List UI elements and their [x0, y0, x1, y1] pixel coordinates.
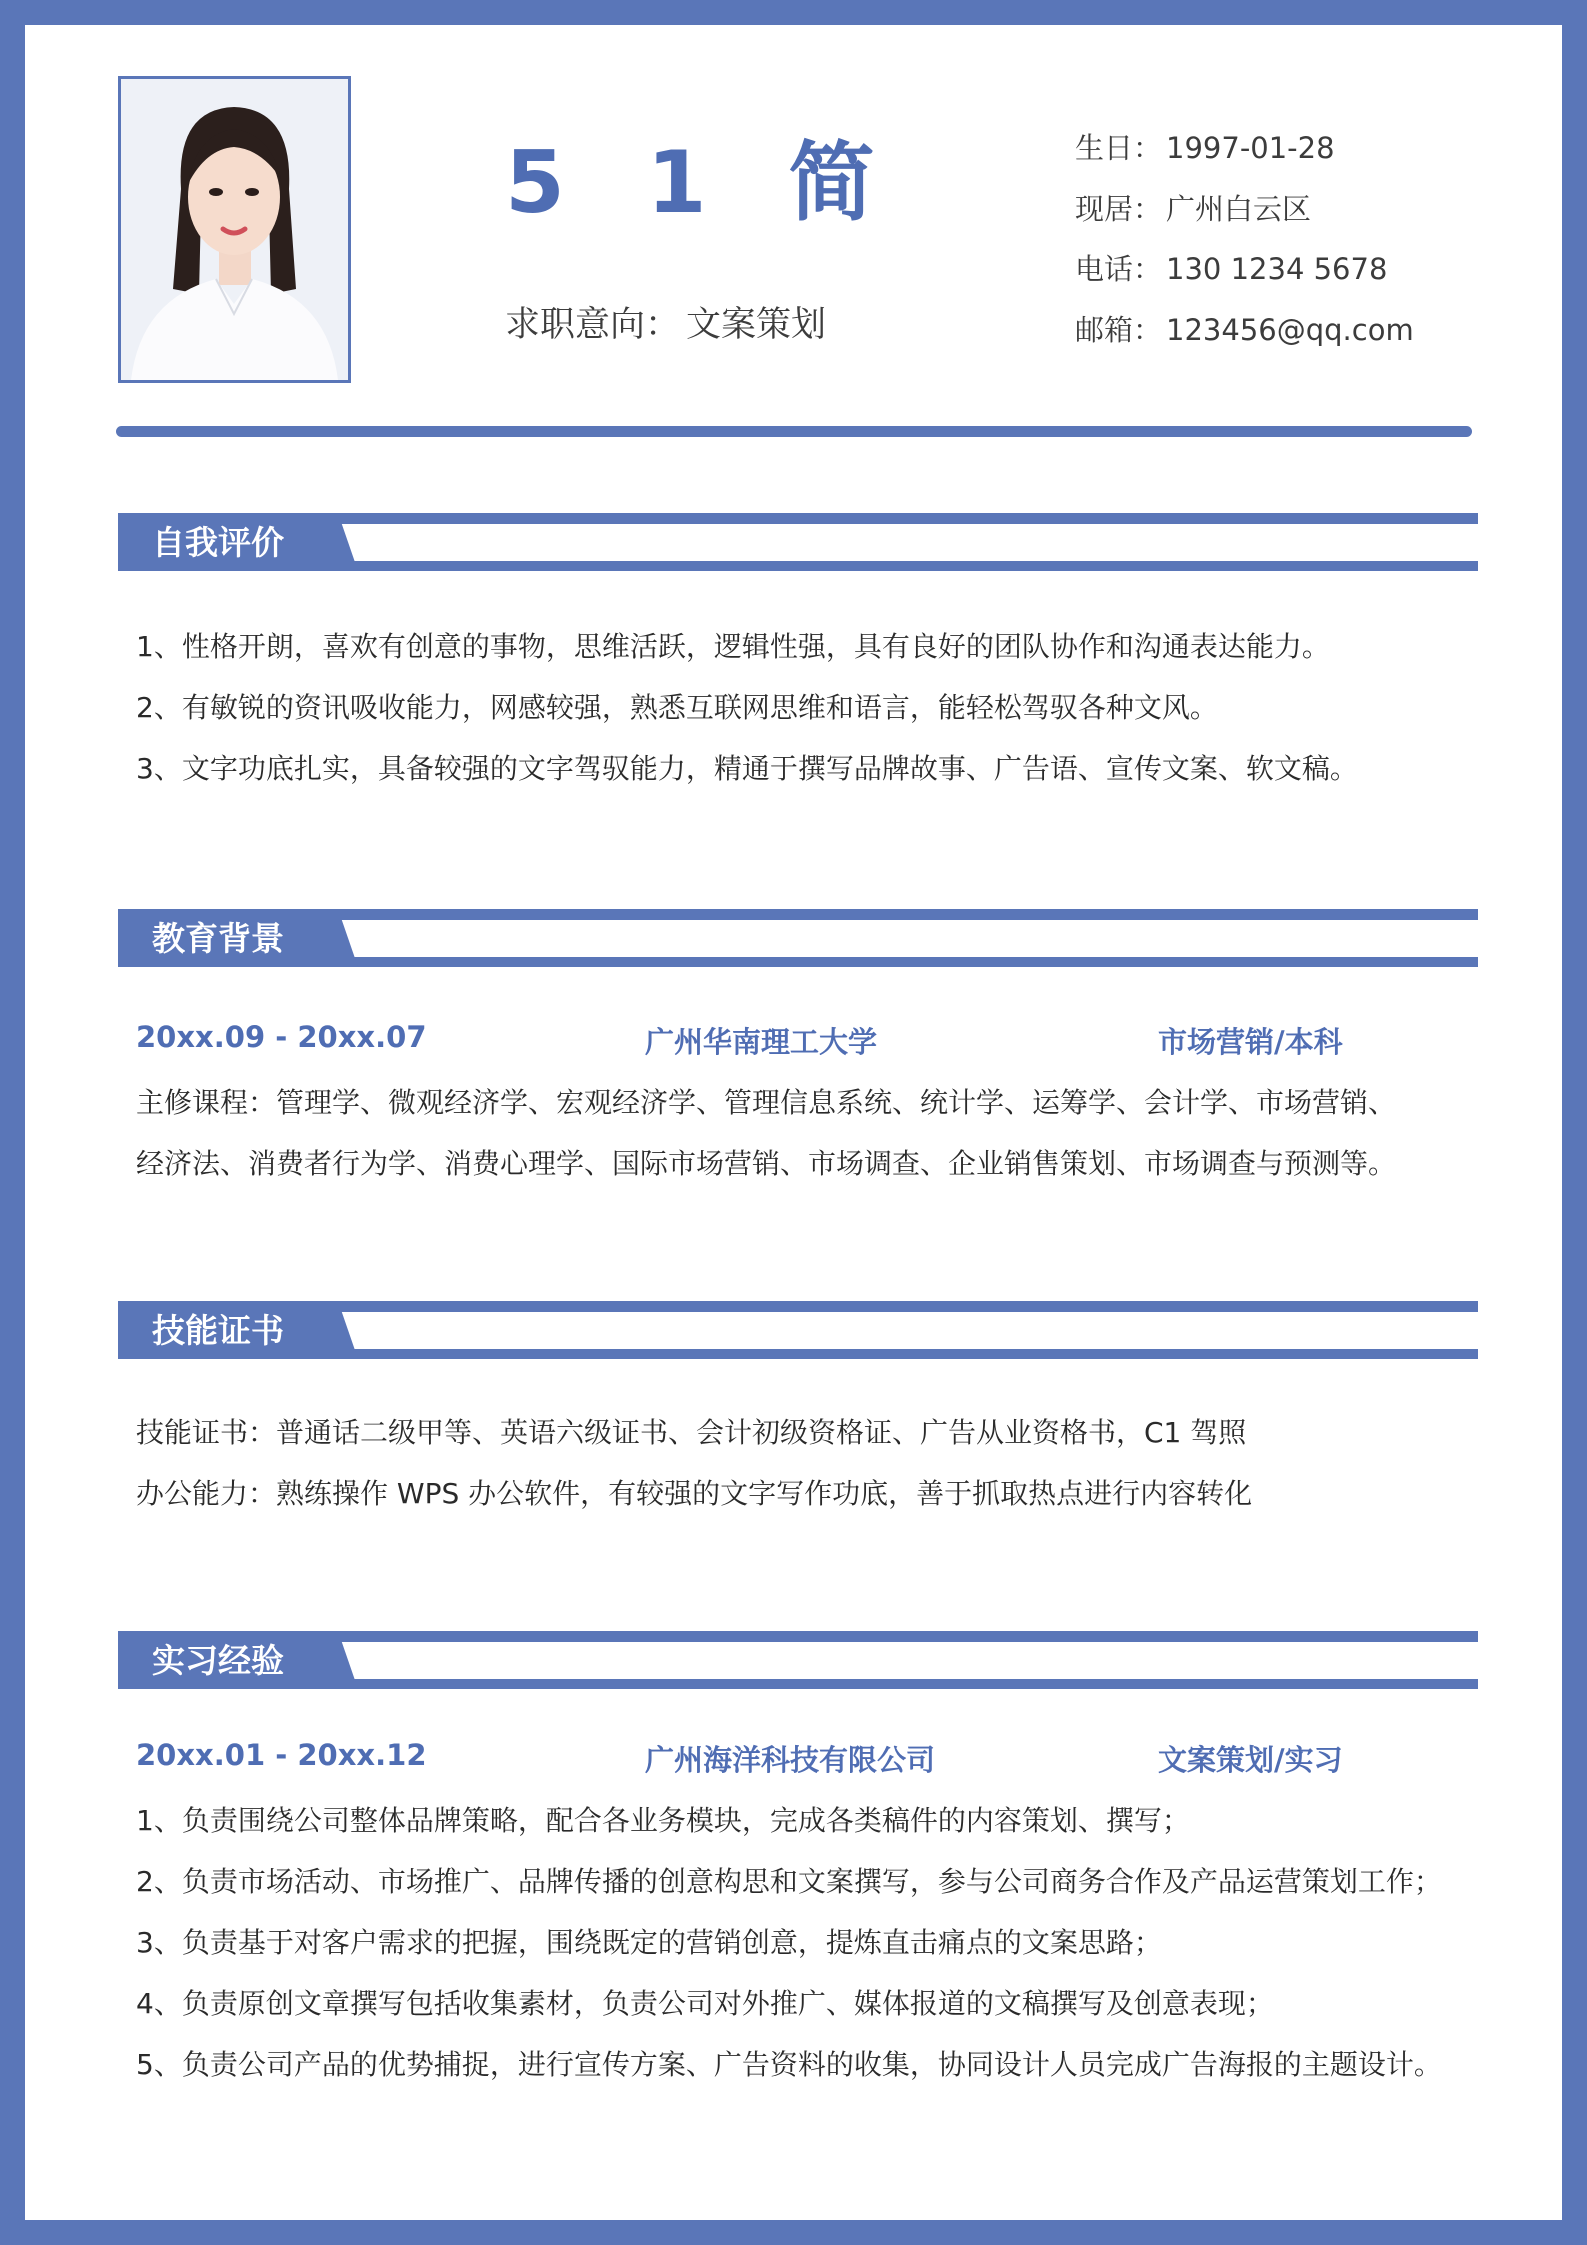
section-title: 实习经验 [152, 1641, 284, 1680]
internship-role: 文案策划/实习 [1158, 1743, 1343, 1777]
self-eval-item: 3、文字功底扎实，具备较强的文字驾驭能力，精通于撰写品牌故事、广告语、宣传文案、软文稿。 [136, 752, 1358, 785]
section-title: 教育背景 [152, 919, 284, 958]
info-birthday: 生日： 1997-01-28 [1075, 131, 1335, 165]
internship-item: 3、负责基于对客户需求的把握，围绕既定的营销创意，提炼直击痛点的文案思路； [136, 1926, 1162, 1959]
section-title: 自我评价 [152, 523, 284, 562]
education-courses: 主修课程：管理学、微观经济学、宏观经济学、管理信息系统、统计学、运筹学、会计学、市场营销、 [136, 1086, 1397, 1119]
section-header-skills [118, 1301, 1478, 1361]
internship-item: 4、负责原创文章撰写包括收集素材，负责公司对外推广、媒体报道的文稿撰写及创意表现； [136, 1987, 1274, 2020]
section-title: 技能证书 [152, 1311, 284, 1350]
candidate-name: 5 1 简 [505, 133, 901, 233]
section-header-internship [118, 1631, 1478, 1691]
internship-company: 广州海洋科技有限公司 [645, 1743, 936, 1777]
skills-office: 办公能力：熟练操作 WPS 办公软件，有较强的文字写作功底，善于抓取热点进行内容转化 [136, 1477, 1253, 1510]
section-header-education [118, 909, 1478, 969]
section-header-self-eval [118, 513, 1478, 573]
education-courses: 经济法、消费者行为学、消费心理学、国际市场营销、市场调查、企业销售策划、市场调查与预测等。 [136, 1147, 1397, 1180]
job-intent [505, 297, 826, 347]
education-school: 广州华南理工大学 [645, 1025, 878, 1059]
education-major: 市场营销/本科 [1158, 1025, 1343, 1059]
info-email: 邮箱： 123456@qq.com [1075, 313, 1414, 347]
header-divider [116, 426, 1472, 437]
job-intent-value: 文案策划 [686, 305, 827, 345]
internship-item: 1、负责围绕公司整体品牌策略，配合各业务模块，完成各类稿件的内容策划、撰写； [136, 1804, 1190, 1837]
info-residence: 现居： 广州白云区 [1075, 192, 1312, 226]
internship-date: 20xx.01 - 20xx.12 [136, 1738, 427, 1772]
self-eval-item: 2、有敏锐的资讯吸收能力，网感较强，熟悉互联网思维和语言，能轻松驾驭各种文风。 [136, 691, 1218, 724]
info-phone: 电话： 130 1234 5678 [1075, 252, 1388, 286]
self-eval-item: 1、性格开朗，喜欢有创意的事物，思维活跃，逻辑性强，具有良好的团队协作和沟通表达能力。 [136, 630, 1330, 663]
profile-photo [118, 76, 351, 383]
internship-item: 5、负责公司产品的优势捕捉，进行宣传方案、广告资料的收集，协同设计人员完成广告海报的主题设计。 [136, 2048, 1442, 2081]
internship-item: 2、负责市场活动、市场推广、品牌传播的创意构思和文案撰写，参与公司商务合作及产品运营策划工作； [136, 1865, 1442, 1898]
skills-certificates: 技能证书：普通话二级甲等、英语六级证书、会计初级资格证、广告从业资格书，C1 驾照 [136, 1416, 1247, 1449]
job-intent-label: 求职意向： [505, 305, 681, 345]
education-date: 20xx.09 - 20xx.07 [136, 1020, 427, 1054]
